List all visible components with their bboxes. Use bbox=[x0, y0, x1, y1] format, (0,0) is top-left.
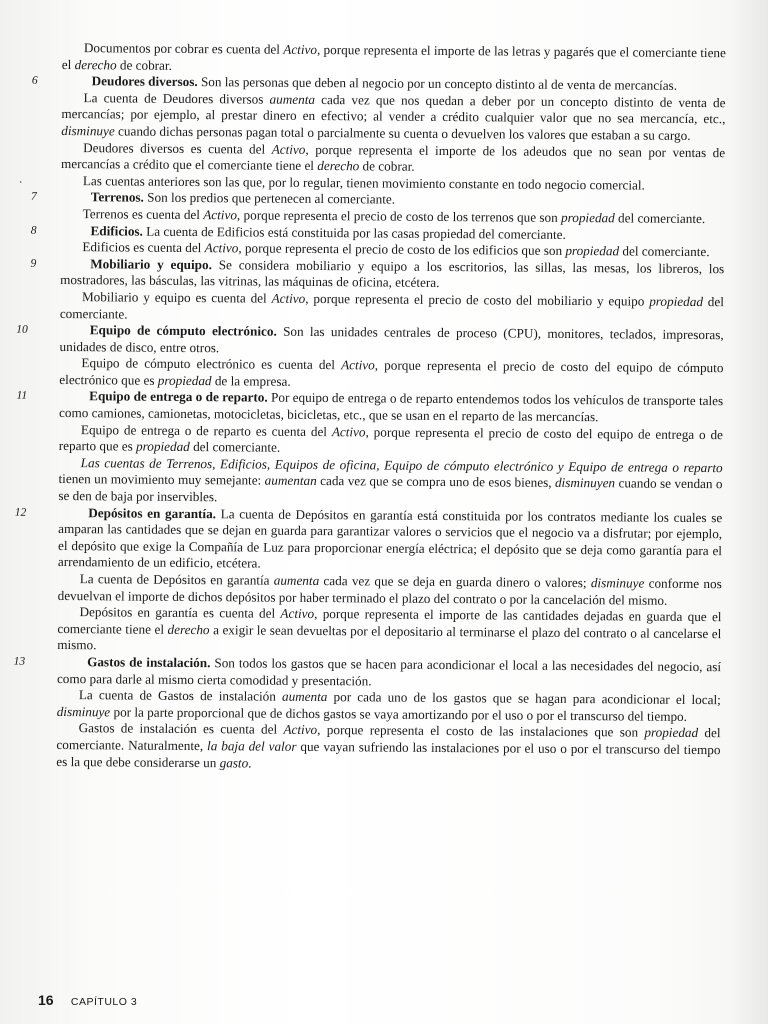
text-run: Deudores diversos es cuenta del bbox=[83, 139, 272, 157]
text-run: La cuenta de Depósitos en garantía bbox=[79, 571, 274, 588]
text-run: , porque representa el precio de costo del equipo de entrega o de reparto que es bbox=[58, 424, 723, 454]
emphasis-text: Activo bbox=[283, 722, 318, 738]
text-run: La cuenta de Gastos de instalación bbox=[78, 687, 283, 704]
emphasis-text: gasto bbox=[219, 754, 249, 771]
section-number: 11 bbox=[16, 390, 28, 403]
text-run: Mobiliario y equipo es cuenta del bbox=[81, 289, 272, 306]
section-number: 12 bbox=[14, 506, 27, 519]
body-paragraph bbox=[59, 355, 723, 393]
emphasis-text: Activo bbox=[331, 423, 366, 440]
section-number: 10 bbox=[16, 323, 28, 336]
emphasis-text: derecho bbox=[74, 56, 117, 73]
section-heading: Depósitos en garantía. bbox=[88, 504, 217, 521]
text-run: , porque representa el importe de las cantidades dejadas en guarda que el comerciante tiene el bbox=[57, 606, 722, 637]
emphasis-text: propiedad bbox=[649, 293, 704, 309]
emphasis-text: aumenta bbox=[273, 572, 320, 589]
emphasis-text: la baja del valor bbox=[207, 738, 297, 754]
body-paragraph bbox=[62, 40, 726, 78]
text-run: Son los predios que pertenecen al comerciante. bbox=[143, 189, 396, 207]
text-run: del comerciante. bbox=[189, 439, 281, 455]
emphasis-text: aumenta bbox=[281, 688, 328, 705]
text-run: Son las personas que deben al negocio por un concepto distinto al de venta de mercancías. bbox=[197, 74, 678, 94]
text-run: de cobrar. bbox=[359, 158, 415, 174]
body-paragraph bbox=[57, 604, 721, 659]
body-paragraph bbox=[56, 720, 720, 775]
text-run: Gastos de instalación es cuenta del bbox=[78, 720, 284, 738]
text-run: Equipo de cómputo electrónico es cuenta del bbox=[81, 355, 342, 373]
emphasis-text: aumenta bbox=[269, 91, 316, 107]
section-heading: Gastos de instalación. bbox=[87, 654, 211, 671]
body-paragraph bbox=[60, 289, 724, 327]
text-run: a exigir le sean devueltas por el depositario al terminarse el plazo del contrato o al cancelarse el mismo. bbox=[57, 621, 722, 653]
section-number: 6 bbox=[31, 74, 38, 87]
text-run: cada vez que se deja en guarda dinero o valores; bbox=[319, 573, 591, 591]
body-paragraph bbox=[57, 687, 721, 725]
text-run: Se considera mobiliario y equipo a los escritorios, las sillas, las mesas, los libreros, los mostradores, las básculas, las vitrinas, las máquinas de oficina, etcétera. bbox=[60, 256, 725, 291]
section-paragraph bbox=[16, 388, 724, 426]
section-number: 13 bbox=[13, 655, 26, 668]
emphasis-text: Activo bbox=[341, 357, 375, 373]
text-run: Son todos los gastos que se hacen para acondicionar el local a las necesidades del negocio, así como para darle al mismo cierta comodidad y presentación. bbox=[56, 655, 722, 689]
section-paragraph bbox=[30, 255, 725, 294]
text-run: del comerciante. bbox=[614, 210, 706, 226]
page-number: 16 bbox=[38, 992, 54, 1008]
text-run: , porque representa el importe de los adeudos que no sean por ventas de mercancías a crédito que el comerciante tiene el bbox=[60, 141, 726, 174]
body-paragraph bbox=[61, 90, 725, 145]
section-heading: Equipo de cómputo electrónico. bbox=[89, 322, 277, 339]
body-paragraph bbox=[58, 571, 722, 609]
section-heading: Deudores diversos. bbox=[91, 73, 198, 90]
text-run: de la empresa. bbox=[211, 373, 291, 389]
emphasis-text: propiedad bbox=[644, 724, 699, 741]
text-run: cuando dichas personas pagan total o parcialmente su cuenta o devuelven los valores que estaban a su cargo. bbox=[114, 123, 691, 143]
emphasis-text: disminuye bbox=[61, 122, 115, 139]
text-run: , porque representa el precio de costo de los edificios que son bbox=[238, 240, 566, 259]
section-number: 7 bbox=[30, 191, 37, 204]
text-run: cada vez que se compra uno de esos bienes, bbox=[316, 473, 556, 491]
text-run: por cada uno de los gastos que se hagan para acondicionar el local; bbox=[327, 689, 721, 708]
text-run: cada vez que nos quedan a deber por un concepto distinto de venta de mercancías; por ejemplo, al prestar dinero en efectivo; al vender a crédito cualquier valor que no sea mercancía, etc., bbox=[61, 91, 726, 127]
text-run: La cuenta de Deudores diversos bbox=[83, 89, 270, 107]
emphasis-text: Activo bbox=[283, 41, 318, 58]
text-run: Equipo de entrega o de reparto es cuenta del bbox=[80, 421, 332, 439]
text-run: , porque representa el importe de las letras y pagarés que el comerciante tiene el bbox=[61, 42, 726, 72]
emphasis-text: Activo bbox=[271, 290, 306, 306]
emphasis-text: Activo bbox=[271, 141, 306, 157]
page-body bbox=[13, 40, 726, 775]
text-run: , porque representa el precio de costo del mobiliario y equipo bbox=[305, 290, 650, 309]
body-paragraph bbox=[59, 422, 723, 460]
text-run: del comerciante. bbox=[59, 293, 725, 322]
text-run: del comerciante. bbox=[619, 243, 710, 260]
emphasis-text: Activo bbox=[203, 207, 238, 223]
text-run: La cuenta de Depósitos en garantía está constituida por los contratos mediante los cuales se amparan las cantidades que se dejan en guarda para garantizar valores o servicios que el negocio va a disfrutar; por ejemplo, el depósito que exige la Compañía de Luz para proporcionar energía eléctrica; el depósito que se deja como garantía para el arrendamiento de un edificio, etcétera. bbox=[57, 505, 723, 571]
section-heading: Mobiliario y equipo. bbox=[90, 255, 213, 272]
margin-mark: · bbox=[18, 176, 23, 189]
section-paragraph bbox=[16, 322, 724, 360]
text-run: conforme nos devuelvan el importe de dichos depósitos por haber terminado el plazo del contrato o por la cancelación del mismo. bbox=[57, 575, 722, 608]
text-run: de cobrar. bbox=[116, 57, 172, 73]
emphasis-text: disminuye bbox=[56, 703, 111, 720]
text-run: que vayan sufriendo las instalaciones por el uso o por el transcurso del tiempo es la que debe considerarse un bbox=[56, 738, 721, 770]
text-run: , porque representa el costo de las instalaciones que son bbox=[317, 722, 645, 740]
page-footer bbox=[38, 992, 137, 1008]
emphasis-text: propiedad bbox=[157, 372, 212, 389]
section-heading: Edificios. bbox=[90, 222, 143, 239]
emphasis-text: Activo bbox=[280, 605, 315, 622]
body-paragraph bbox=[58, 455, 722, 510]
emphasis-text: disminuyen bbox=[554, 475, 616, 491]
text-run: Terrenos es cuenta del bbox=[82, 206, 204, 223]
section-number: 8 bbox=[30, 224, 37, 237]
emphasis-text: derecho bbox=[317, 158, 360, 174]
body-paragraph bbox=[61, 140, 725, 178]
text-run: Edificios es cuenta del bbox=[82, 239, 205, 256]
text-run: , porque representa el precio de costo de los terrenos que son bbox=[236, 207, 562, 225]
text-run: Son las unidades centrales de proceso (CPU), monitores, teclados, impresoras, unidades de disco, entre otros. bbox=[59, 323, 724, 355]
emphasis-text: Activo bbox=[204, 240, 239, 256]
emphasis-text: propiedad bbox=[560, 209, 615, 226]
emphasis-text: propiedad bbox=[136, 438, 190, 455]
chapter-label: CAPÍTULO 3 bbox=[70, 996, 138, 1008]
emphasis-text: aumentan bbox=[264, 473, 317, 489]
section-number: 9 bbox=[30, 257, 37, 270]
section-paragraph bbox=[13, 654, 722, 692]
text-run: cuando se vendan o se den de baja por inservibles. bbox=[58, 475, 723, 505]
text-run: La cuenta de Edificios está constituida por las casas propiedad del comerciante. bbox=[142, 223, 566, 242]
emphasis-text: derecho bbox=[167, 621, 210, 637]
emphasis-text: propiedad bbox=[565, 243, 620, 259]
text-run: Documentos por cobrar es cuenta del bbox=[83, 40, 284, 57]
text-run: Depósitos en garantía es cuenta del bbox=[79, 604, 281, 621]
section-paragraph bbox=[14, 504, 723, 577]
text-run: por la parte proporcional que de dichos gastos se vaya amortizando por el uso o por el transcurso del tiempo. bbox=[110, 704, 688, 724]
text-run: . bbox=[248, 755, 252, 771]
text-run: Las cuentas anteriores son las que, por lo regular, tienen movimiento constante en todo negocio comercial. bbox=[82, 172, 645, 193]
section-heading: Terrenos. bbox=[90, 189, 144, 205]
text-run: Por equipo de entrega o de reparto entendemos todos los vehículos de transporte tales como camiones, camionetas, motocicletas, bicicletas, etc., que se usan en el reparto de las mercancías. bbox=[59, 390, 724, 425]
text-run: , porque representa el precio de costo del equipo de cómputo electrónico que es bbox=[59, 357, 724, 388]
text-run: del comerciante. Naturalmente, bbox=[56, 725, 721, 754]
emphasis-text: Las cuentas de Terrenos, Edificios, Equipos de oficina, Equipo de cómputo electrónico y Equipo de entrega o reparto bbox=[80, 455, 723, 476]
emphasis-text: disminuye bbox=[590, 575, 645, 591]
section-heading: Equipo de entrega o de reparto. bbox=[89, 388, 268, 406]
text-run: tienen un movimiento muy semejante: bbox=[58, 471, 265, 489]
